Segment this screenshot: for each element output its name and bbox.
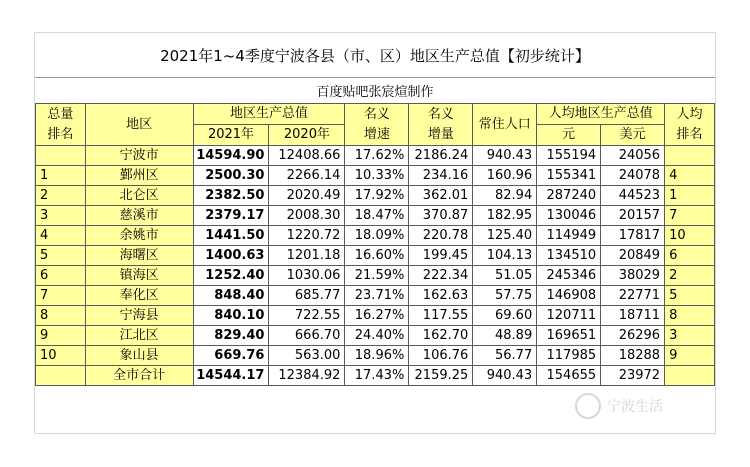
table-row bbox=[36, 226, 715, 246]
cell-per-capita-yuan: 146908 bbox=[537, 286, 601, 306]
cell-increase: 234.16 bbox=[409, 166, 473, 186]
cell-increase: 222.34 bbox=[409, 266, 473, 286]
header-gdp-2021: 2021年 bbox=[193, 125, 269, 146]
header-per-capita-yuan: 元 bbox=[537, 125, 601, 146]
cell-region: 象山县 bbox=[85, 346, 193, 366]
header-nominal-growth: 名义 增速 bbox=[345, 104, 409, 146]
cell-gdp-2021: 829.40 bbox=[193, 326, 269, 346]
cell-population: 69.60 bbox=[473, 306, 537, 326]
cell-per-capita-rank: 6 bbox=[665, 246, 715, 266]
cell-gdp-2021: 2382.50 bbox=[193, 186, 269, 206]
cell-gdp-2021: 2500.30 bbox=[193, 166, 269, 186]
cell-growth: 16.27% bbox=[345, 306, 409, 326]
cell-per-capita-yuan: 169651 bbox=[537, 326, 601, 346]
cell-per-capita-usd: 22771 bbox=[601, 286, 665, 306]
cell-gdp-2021: 1400.63 bbox=[193, 246, 269, 266]
cell-population: 940.43 bbox=[473, 366, 537, 386]
table-row bbox=[36, 366, 715, 386]
cell-per-capita-rank bbox=[665, 146, 715, 166]
cell-region: 奉化区 bbox=[85, 286, 193, 306]
header-per-capita: 人均地区生产总值 bbox=[537, 104, 665, 125]
table-row bbox=[36, 186, 715, 206]
header-population: 常住人口 bbox=[473, 104, 537, 146]
cell-gdp-2020: 2266.14 bbox=[269, 166, 345, 186]
cell-growth: 23.71% bbox=[345, 286, 409, 306]
cell-rank: 2 bbox=[36, 186, 86, 206]
cell-per-capita-usd: 24078 bbox=[601, 166, 665, 186]
cell-per-capita-yuan: 155194 bbox=[537, 146, 601, 166]
cell-rank: 10 bbox=[36, 346, 86, 366]
cell-rank: 1 bbox=[36, 166, 86, 186]
cell-increase: 106.76 bbox=[409, 346, 473, 366]
cell-per-capita-rank: 8 bbox=[665, 306, 715, 326]
cell-per-capita-rank: 10 bbox=[665, 226, 715, 246]
cell-growth: 17.92% bbox=[345, 186, 409, 206]
gdp-table bbox=[35, 103, 715, 386]
cell-population: 125.40 bbox=[473, 226, 537, 246]
header-per-capita-rank: 人均 排名 bbox=[665, 104, 715, 146]
cell-gdp-2021: 14544.17 bbox=[193, 366, 269, 386]
cell-gdp-2021: 14594.90 bbox=[193, 146, 269, 166]
cell-gdp-2021: 840.10 bbox=[193, 306, 269, 326]
watermark bbox=[575, 391, 705, 421]
cell-growth: 18.96% bbox=[345, 346, 409, 366]
cell-rank: 8 bbox=[36, 306, 86, 326]
cell-per-capita-yuan: 155341 bbox=[537, 166, 601, 186]
cell-rank bbox=[36, 366, 86, 386]
cell-per-capita-yuan: 245346 bbox=[537, 266, 601, 286]
cell-increase: 362.01 bbox=[409, 186, 473, 206]
cell-gdp-2021: 2379.17 bbox=[193, 206, 269, 226]
cell-population: 51.05 bbox=[473, 266, 537, 286]
cell-growth: 21.59% bbox=[345, 266, 409, 286]
header-row-1 bbox=[36, 104, 715, 125]
cell-population: 56.77 bbox=[473, 346, 537, 366]
cell-per-capita-yuan: 134510 bbox=[537, 246, 601, 266]
table-row bbox=[36, 166, 715, 186]
cell-region: 宁海县 bbox=[85, 306, 193, 326]
cell-gdp-2021: 1441.50 bbox=[193, 226, 269, 246]
table-row bbox=[36, 146, 715, 166]
cell-per-capita-yuan: 120711 bbox=[537, 306, 601, 326]
cell-gdp-2021: 848.40 bbox=[193, 286, 269, 306]
table-row bbox=[36, 326, 715, 346]
cell-population: 82.94 bbox=[473, 186, 537, 206]
table-row bbox=[36, 286, 715, 306]
cell-gdp-2021: 1252.40 bbox=[193, 266, 269, 286]
cell-region: 慈溪市 bbox=[85, 206, 193, 226]
cell-region: 镇海区 bbox=[85, 266, 193, 286]
cell-region: 余姚市 bbox=[85, 226, 193, 246]
cell-region: 海曙区 bbox=[85, 246, 193, 266]
header-gdp: 地区生产总值 bbox=[193, 104, 345, 125]
cell-per-capita-rank: 7 bbox=[665, 206, 715, 226]
cell-population: 940.43 bbox=[473, 146, 537, 166]
cell-increase: 2186.24 bbox=[409, 146, 473, 166]
table-subtitle: 百度贴吧张宸煊制作 bbox=[316, 84, 434, 100]
cell-growth: 10.33% bbox=[345, 166, 409, 186]
cell-population: 104.13 bbox=[473, 246, 537, 266]
cell-gdp-2020: 2020.49 bbox=[269, 186, 345, 206]
cell-per-capita-yuan: 287240 bbox=[537, 186, 601, 206]
table-row bbox=[36, 206, 715, 226]
header-gdp-2020: 2020年 bbox=[269, 125, 345, 146]
cell-gdp-2020: 563.00 bbox=[269, 346, 345, 366]
cell-per-capita-usd: 17817 bbox=[601, 226, 665, 246]
cell-per-capita-yuan: 114949 bbox=[537, 226, 601, 246]
cell-per-capita-usd: 38029 bbox=[601, 266, 665, 286]
cell-increase: 162.70 bbox=[409, 326, 473, 346]
cell-increase: 199.45 bbox=[409, 246, 473, 266]
cell-rank: 3 bbox=[36, 206, 86, 226]
cell-growth: 18.09% bbox=[345, 226, 409, 246]
cell-increase: 370.87 bbox=[409, 206, 473, 226]
cell-gdp-2020: 722.55 bbox=[269, 306, 345, 326]
watermark-text: 宁波生活 bbox=[607, 399, 663, 415]
cell-rank: 9 bbox=[36, 326, 86, 346]
cell-gdp-2021: 669.76 bbox=[193, 346, 269, 366]
cell-rank: 7 bbox=[36, 286, 86, 306]
cell-population: 160.96 bbox=[473, 166, 537, 186]
cell-increase: 162.63 bbox=[409, 286, 473, 306]
cell-region: 江北区 bbox=[85, 326, 193, 346]
cell-growth: 17.62% bbox=[345, 146, 409, 166]
cell-per-capita-rank: 4 bbox=[665, 166, 715, 186]
header-rank: 总量 排名 bbox=[36, 104, 86, 146]
cell-gdp-2020: 1030.06 bbox=[269, 266, 345, 286]
cell-rank: 4 bbox=[36, 226, 86, 246]
cell-increase: 117.55 bbox=[409, 306, 473, 326]
cell-gdp-2020: 1201.18 bbox=[269, 246, 345, 266]
cell-region: 北仑区 bbox=[85, 186, 193, 206]
cell-per-capita-usd: 24056 bbox=[601, 146, 665, 166]
cell-per-capita-usd: 44523 bbox=[601, 186, 665, 206]
table-row bbox=[36, 306, 715, 326]
cell-population: 57.75 bbox=[473, 286, 537, 306]
cell-growth: 24.40% bbox=[345, 326, 409, 346]
cell-gdp-2020: 1220.72 bbox=[269, 226, 345, 246]
cell-increase: 220.78 bbox=[409, 226, 473, 246]
cell-growth: 17.43% bbox=[345, 366, 409, 386]
cell-population: 48.89 bbox=[473, 326, 537, 346]
cell-increase: 2159.25 bbox=[409, 366, 473, 386]
cell-per-capita-usd: 20849 bbox=[601, 246, 665, 266]
cell-gdp-2020: 685.77 bbox=[269, 286, 345, 306]
cell-region: 全市合计 bbox=[85, 366, 193, 386]
table-row bbox=[36, 346, 715, 366]
cell-per-capita-rank: 3 bbox=[665, 326, 715, 346]
watermark-logo-icon bbox=[575, 393, 601, 419]
cell-per-capita-yuan: 130046 bbox=[537, 206, 601, 226]
cell-region: 鄞州区 bbox=[85, 166, 193, 186]
cell-per-capita-yuan: 154655 bbox=[537, 366, 601, 386]
cell-region: 宁波市 bbox=[85, 146, 193, 166]
table-row bbox=[36, 246, 715, 266]
cell-gdp-2020: 12384.92 bbox=[269, 366, 345, 386]
cell-gdp-2020: 666.70 bbox=[269, 326, 345, 346]
header-per-capita-usd: 美元 bbox=[601, 125, 665, 146]
cell-per-capita-rank: 2 bbox=[665, 266, 715, 286]
cell-per-capita-yuan: 117985 bbox=[537, 346, 601, 366]
cell-per-capita-rank bbox=[665, 366, 715, 386]
cell-per-capita-usd: 18711 bbox=[601, 306, 665, 326]
cell-rank: 6 bbox=[36, 266, 86, 286]
cell-per-capita-rank: 5 bbox=[665, 286, 715, 306]
spreadsheet bbox=[34, 32, 716, 434]
cell-rank: 5 bbox=[36, 246, 86, 266]
cell-per-capita-usd: 20157 bbox=[601, 206, 665, 226]
cell-per-capita-rank: 1 bbox=[665, 186, 715, 206]
cell-per-capita-rank: 9 bbox=[665, 346, 715, 366]
cell-growth: 16.60% bbox=[345, 246, 409, 266]
table-row bbox=[36, 266, 715, 286]
cell-rank bbox=[36, 146, 86, 166]
header-nominal-increase: 名义 增量 bbox=[409, 104, 473, 146]
cell-population: 182.95 bbox=[473, 206, 537, 226]
table-title: 2021年1~4季度宁波各县（市、区）地区生产总值【初步统计】 bbox=[35, 33, 715, 78]
cell-gdp-2020: 2008.30 bbox=[269, 206, 345, 226]
cell-gdp-2020: 12408.66 bbox=[269, 146, 345, 166]
cell-per-capita-usd: 23972 bbox=[601, 366, 665, 386]
cell-growth: 18.47% bbox=[345, 206, 409, 226]
cell-per-capita-usd: 26296 bbox=[601, 326, 665, 346]
cell-per-capita-usd: 18288 bbox=[601, 346, 665, 366]
header-region: 地区 bbox=[85, 104, 193, 146]
